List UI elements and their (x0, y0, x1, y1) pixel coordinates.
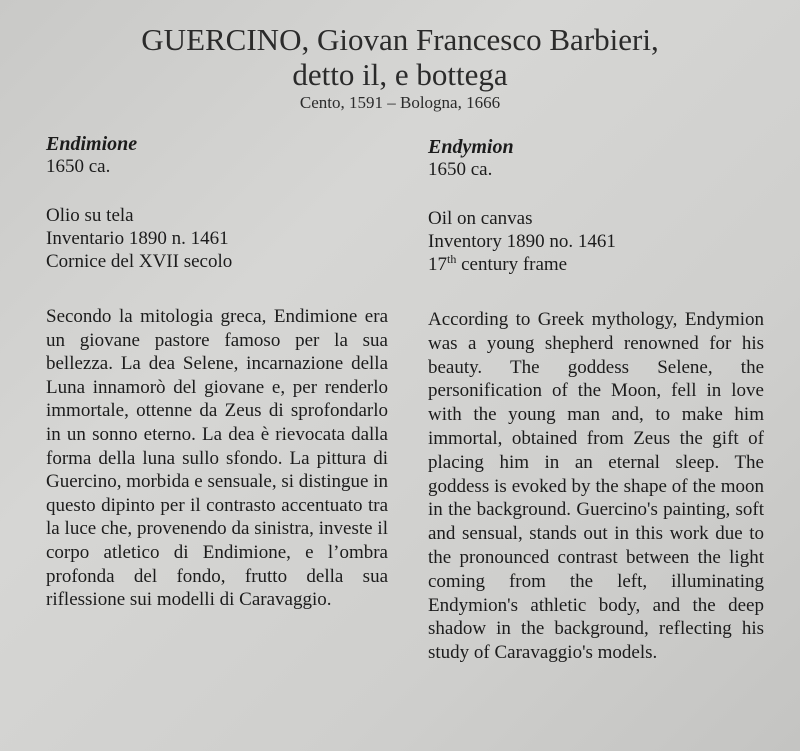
italian-date: 1650 ca. (46, 156, 111, 177)
english-description: According to Greek mythology, Endymion was a young shepherd renowned for his beauty. The goddess Selene, the personification of the Moon, fell in love with the young man and, to make him immortal, obtained from Zeus the gift of placing him in an eternal sleep. The goddess is evoked by the shape of the moon in the background. Guercino's painting, soft and sensual, stands out in this work due to the pronounced contrast between the light coming from the left, illuminating Endymion's athletic body, and the deep shadow in the background, reflecting his study of Caravaggio's models. (428, 309, 764, 664)
english-frame (428, 253, 764, 276)
english-inventory: Inventory 1890 no. 1461 (428, 231, 616, 252)
english-frame-ordinal: th (447, 252, 457, 266)
italian-description: Secondo la mitologia greca, Endimione era un giovane pastore famoso per la sua bellezza. La dea Selene, incarnazione della Luna innamorò del giovane e, per renderlo immortale, ottenne da Zeus di sprofondarlo in un sonno eterno. La dea è rievocata dalla forma della luna sullo sfondo. La pittura di Guercino, morbida e sensuale, si distingue in questo dipinto per il contrasto accentuato tra la luce che, provenendo da sinistra, investe il corpo atletico di Endimione, e l’ombra profonda del fondo, frutto della sua riflessione sui modelli di Caravaggio. (46, 306, 388, 611)
italian-column (46, 133, 388, 612)
italian-frame: Cornice del XVII secolo (46, 251, 233, 272)
english-work-title: Endymion (428, 136, 514, 158)
italian-work-title: Endimione (46, 133, 138, 155)
english-frame-number: 17 (428, 254, 447, 275)
label-header (0, 22, 800, 113)
italian-medium: Olio su tela (46, 205, 134, 226)
english-column (428, 136, 764, 665)
artist-dates: Cento, 1591 – Bologna, 1666 (299, 93, 501, 112)
artist-title-line2: detto il, e bottega (292, 57, 508, 92)
english-date: 1650 ca. (428, 159, 493, 180)
italian-inventory: Inventario 1890 n. 1461 (46, 228, 229, 249)
artist-title-line1: GUERCINO, Giovan Francesco Barbieri, (141, 22, 659, 57)
english-medium: Oil on canvas (428, 208, 533, 229)
english-frame-text: century frame (456, 254, 568, 275)
